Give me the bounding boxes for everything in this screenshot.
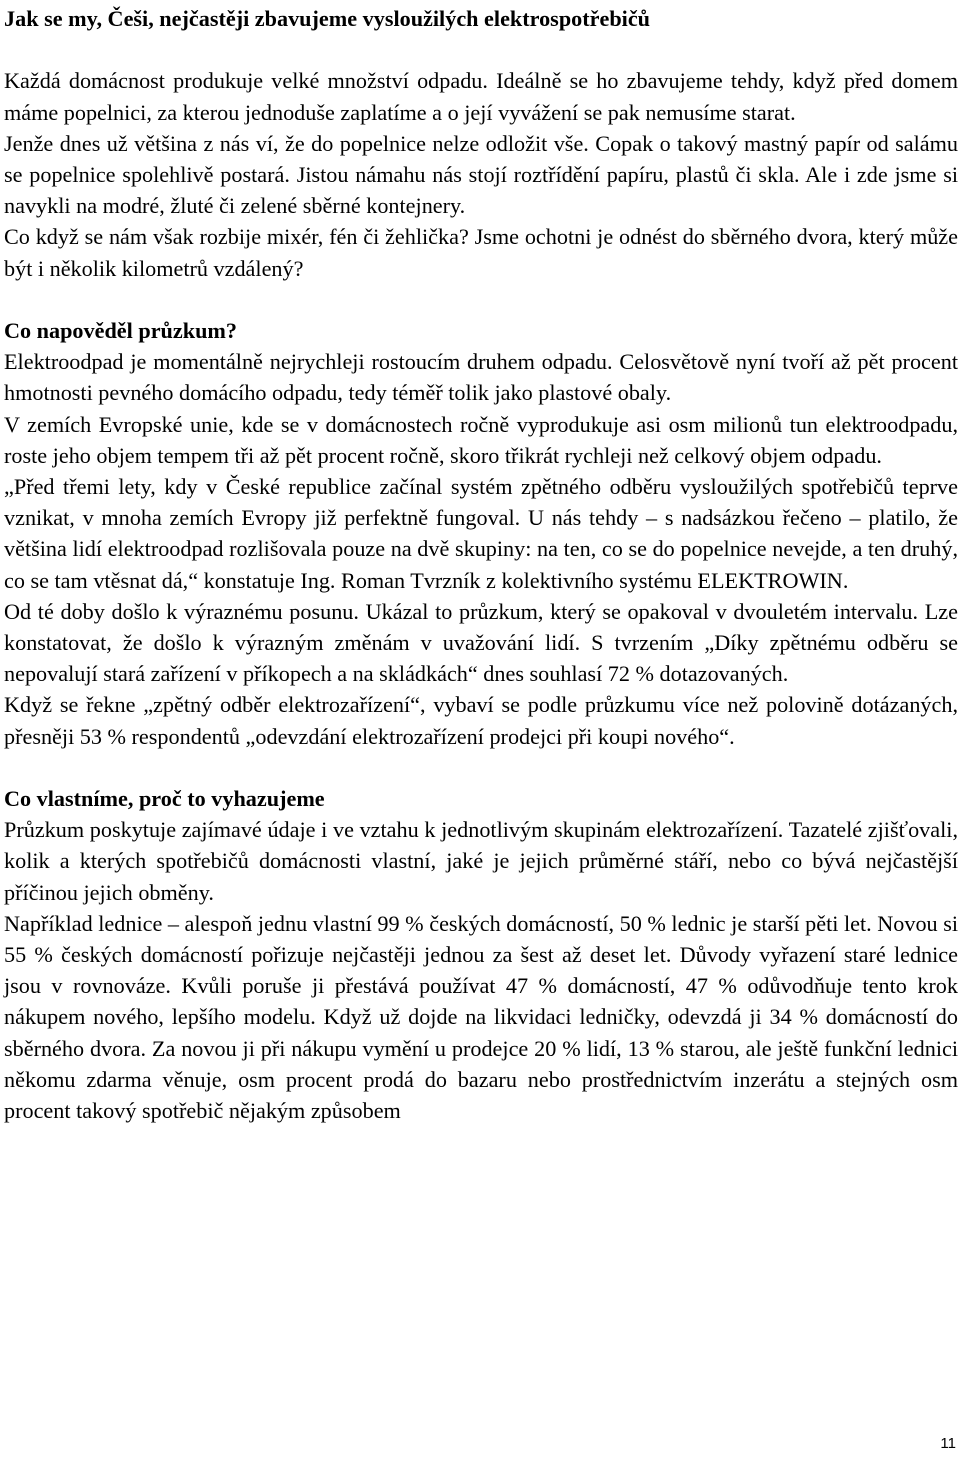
section-heading-survey: Co napověděl průzkum? <box>4 318 238 343</box>
section2-paragraph-2: Například lednice – alespoň jednu vlastní 99 % českých domácností, 50 % lednic je starší pěti let. Novou si 55 % českých domácností pořizuje nejčastěji jednou za šest až deset let. Důvody vyřazení staré lednice jsou v rovnováze. Kvůli poruše ji přestává používat 47 % domácností, 47 % odůvodňuje tento krok nákupem nového, lepšího modelu. Když už dojde na likvidaci ledničky, odevzdá ji 34 % domácností do sběrného dvora. Za novou ji při nákupu vymění u prodejce 20 % lidí, 13 % starou, ale ještě funkční lednici někomu zdarma věnuje, osm procent prodá do bazaru nebo prostřednictvím inzerátu a stejných osm procent takový spotřebič nějakým způsobem <box>4 910 958 1124</box>
document-content <box>4 3 958 1126</box>
intro-paragraph-2: Jenže dnes už většina z nás ví, že do popelnice nelze odložit vše. Copak o takový mastný papír od salámu se popelnice spolehlivě postará. Jistou námahu nás stojí roztřídění papíru, plastů či skla. Ale i zde jsme si navykli na modré, žluté či zelené sběrné kontejnery. <box>4 130 958 219</box>
section1-paragraph-5: Když se řekne „zpětný odběr elektrozařízení“, vybaví se podle průzkumu více než polovině dotázaných, přesněji 53 % respondentů „odevzdání elektrozařízení prodejci při koupi nového“. <box>4 692 958 749</box>
section1-paragraph-1: Elektroodpad je momentálně nejrychleji rostoucím druhem odpadu. Celosvětově nyní tvoří až pět procent hmotnosti pevného domácího odpadu, tedy téměř tolik jako plastové obaly. <box>4 349 958 406</box>
spacer <box>4 34 958 65</box>
section-heading-ownership: Co vlastníme, proč to vyhazujeme <box>4 786 325 812</box>
spacer <box>4 284 958 315</box>
document-title: Jak se my, Češi, nejčastěji zbavujeme vysloužilých elektrospotřebičů <box>4 6 651 31</box>
section1-paragraph-2: V zemích Evropské unie, kde se v domácnostech ročně vyprodukuje asi osm milionů tun elektroodpadu, roste jeho objem tempem tři až pět procent ročně, skoro třikrát rychleji než celkový objem odpadu. <box>4 411 958 468</box>
section2-paragraph-1: Průzkum poskytuje zajímavé údaje i ve vztahu k jednotlivým skupinám elektrozařízení. Tazatelé zjišťovali, kolik a kterých spotřebičů domácnosti vlastní, jaké je jejich průměrné stáří, nebo co bývá nejčastější příčinou jejich obměny. <box>4 817 958 905</box>
section1-paragraph-4: Od té doby došlo k výraznému posunu. Ukázal to průzkum, který se opakoval v dvouletém intervalu. Lze konstatovat, že došlo k výrazným změnám v uvažování lidí. S tvrzením „Díky zpětnému odběru se nepovalují stará zařízení v příkopech a na skládkách“ dnes souhlasí 72 % dotazovaných. <box>4 598 958 687</box>
intro-paragraph-1: Každá domácnost produkuje velké množství odpadu. Ideálně se ho zbavujeme tehdy, když před domem máme popelnici, za kterou jednoduše zaplatíme a o její vyvážení se pak nemusíme starat. <box>4 68 958 125</box>
intro-paragraph-3: Co když se nám však rozbije mixér, fén či žehlička? Jsme ochotni je odnést do sběrného dvora, který může být i několik kilometrů vzdálený? <box>4 224 958 281</box>
spacer <box>4 752 958 783</box>
section1-paragraph-3: „Před třemi lety, kdy v České republice začínal systém zpětného odběru vysloužilých spotřebičů teprve vznikat, v mnoha zemích Evropy již perfektně fungoval. U nás tehdy – s nadsázkou řečeno – platilo, že většina lidí elektroodpad rozlišovala pouze na dvě skupiny: na ten, co se do popelnice nevejde, a ten druhý, co se tam vtěsnat dá,“ konstatuje Ing. Roman Tvrzník z kolektivního systému ELEKTROWIN. <box>4 474 958 593</box>
page-number: 11 <box>940 1435 956 1452</box>
